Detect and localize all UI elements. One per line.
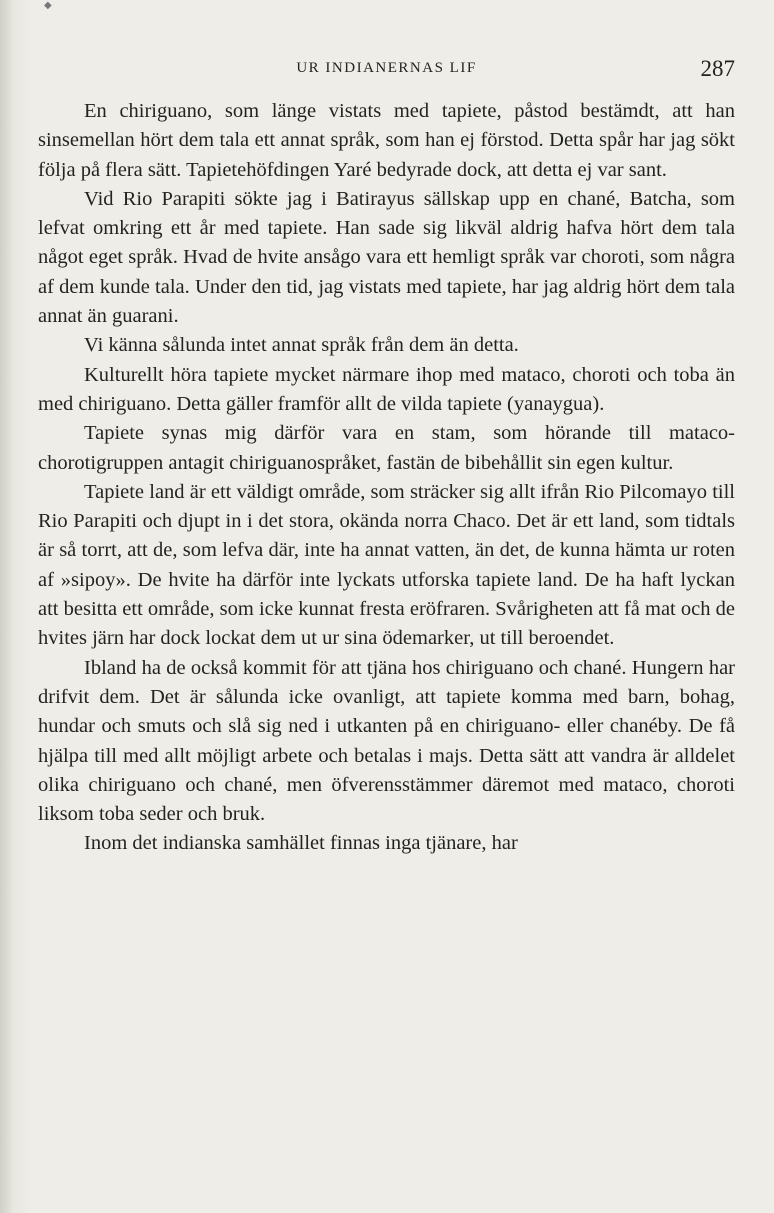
paragraph-4: Kulturellt höra tapiete mycket närmare ihop med mataco, choroti och toba än med chiriguano. Detta gäller framför allt de vilda tapiete (yanaygua). (38, 363, 735, 415)
paragraph-7: Ibland ha de också kommit för att tjäna hos chiriguano och chané. Hungern har drifvit dem. Det är sålunda icke ovanligt, att tapiete komma med barn, bohag, hundar och smuts och slå sig ned i utkanten på en chiriguano- eller chanéby. De få hjälpa till med allt möjligt arbete och betalas i majs. Detta sätt att vandra är alldelet olika chiriguano och chané, men öfverensstämmer däremot med mataco, choroti liksom toba seder och bruk. (38, 656, 735, 826)
page-mark: ◆ (44, 0, 52, 11)
paragraph-2: Vid Rio Parapiti sökte jag i Batirayus sällskap upp en chané, Batcha, som lefvat omkring ett år med tapiete. Han sade sig likväl aldrig hafva hört dem tala något eget språk. Hvad de hvite ansågo vara ett hemligt språk var choroti, som några af dem kunde tala. Under den tid, jag vistats med tapiete, har jag aldrig hört dem tala annat än guarani. (38, 187, 735, 328)
paragraph-5: Tapiete synas mig därför vara en stam, som hörande till mataco-chorotigruppen antagit chiriguanospråket, fastän de bibehållit sin egen kultur. (38, 422, 735, 474)
paragraph-3: Vi känna sålunda intet annat språk från dem än detta. (84, 334, 519, 357)
paragraph-6: Tapiete land är ett väldigt område, som sträcker sig allt ifrån Rio Pilcomayo till Rio Parapiti och djupt in i det stora, okända norra Chaco. Det är ett land, som tidtals är så torrt, att de, som lefva där, inte ha annat vatten, än det, de kunna hämta ur roten af »sipoy». De hvite ha därför inte lyckats utforska tapiete land. De ha haft lyckan att besitta ett område, som icke kunnat fresta eröfraren. Svårigheten att få mat och de hvites järn har dock lockat dem ut ur sina ödemarker, ut till beroendet. (38, 480, 735, 650)
paragraph-1: En chiriguano, som länge vistats med tapiete, påstod bestämdt, att han sinsemellan hört dem tala ett annat språk, som han ej förstod. Detta spår har jag sökt följa på flera sätt. Tapietehöfdingen Yaré bedyrade dock, att detta ej var sant. (38, 100, 735, 181)
paragraph-8: Inom det indianska samhället finnas inga tjänare, har (84, 832, 518, 855)
body-text (38, 97, 735, 859)
page-header (38, 58, 735, 88)
running-head: UR INDIANERNAS LIF (296, 60, 477, 76)
page-number: 287 (700, 56, 735, 81)
